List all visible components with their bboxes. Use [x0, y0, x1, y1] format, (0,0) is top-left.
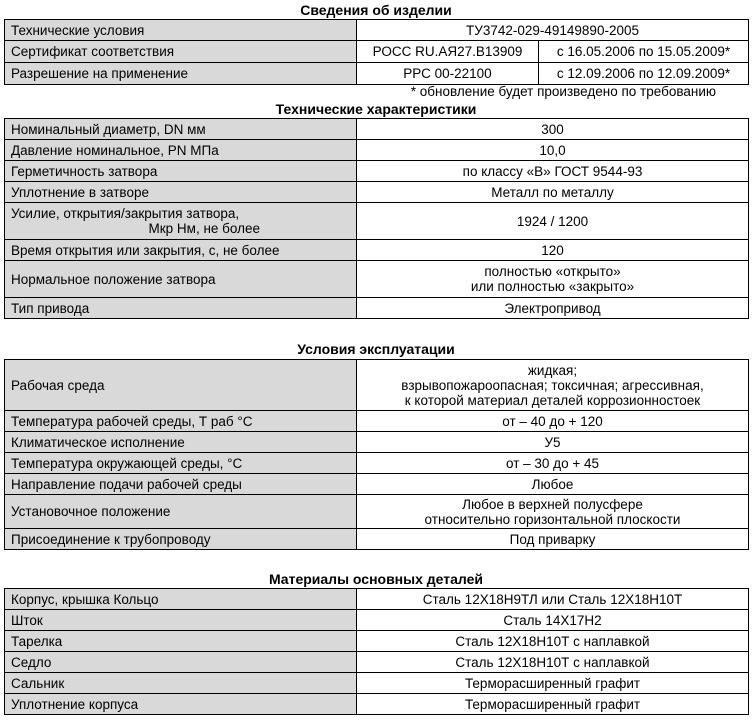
- row-value: [357, 360, 749, 411]
- row-label-line: Усилие, открытия/закрытия затвора,: [11, 206, 240, 221]
- table-row: [5, 474, 749, 495]
- table-row: [5, 203, 749, 240]
- table-row: [5, 182, 749, 203]
- row-value: 120: [357, 240, 749, 261]
- operating-table: [4, 359, 749, 550]
- table-row: [5, 261, 749, 298]
- footnote: * обновление будет произведено по требованию: [410, 84, 716, 99]
- row-label: Давление номинальное, PN МПа: [5, 140, 357, 161]
- table-row: [5, 673, 749, 694]
- row-value-line: полностью «открыто»: [484, 264, 621, 279]
- row-label: Герметичность затвора: [5, 161, 357, 182]
- table-row: [5, 453, 749, 474]
- row-value: Сталь 12Х18Н10Т с наплавкой: [357, 631, 749, 652]
- table-row: [5, 161, 749, 182]
- table-row: [5, 610, 749, 631]
- row-label: Седло: [5, 652, 357, 673]
- materials-table: [4, 588, 749, 715]
- row-label: [5, 203, 357, 240]
- specs-title: Технические характеристики: [275, 101, 477, 117]
- row-value: Сталь 14Х17Н2: [357, 610, 749, 631]
- row-label: Корпус, крышка Кольцо: [5, 589, 357, 610]
- row-value: Сталь 12Х18Н10Т с наплавкой: [357, 652, 749, 673]
- table-row: [5, 298, 749, 319]
- row-validity: с 12.09.2006 по 12.09.2009*: [539, 63, 749, 85]
- row-label: Температура рабочей среды, Т раб °С: [5, 411, 357, 432]
- row-value-line: жидкая;: [527, 362, 578, 378]
- row-label-line: Мкр Нм, не более: [148, 221, 260, 236]
- row-label: Номинальный диаметр, DN мм: [5, 119, 357, 140]
- row-label: Сальник: [5, 673, 357, 694]
- table-row: [5, 360, 749, 411]
- table-row: [5, 694, 749, 715]
- row-value-line: или полностью «закрыто»: [470, 279, 635, 294]
- table-row: [5, 432, 749, 453]
- table-row: [5, 63, 749, 85]
- row-value: 10,0: [357, 140, 749, 161]
- row-label: Установочное положение: [5, 495, 357, 529]
- row-label: Технические условия: [5, 20, 357, 41]
- table-row: [5, 495, 749, 529]
- row-value: от – 40 до + 120: [357, 411, 749, 432]
- row-value: Электропривод: [357, 298, 749, 319]
- row-value: ТУ3742-029-49149890-2005: [357, 20, 749, 41]
- row-label: Разрешение на применение: [5, 63, 357, 85]
- row-value-line: к которой материал деталей коррозионностоек: [404, 392, 701, 408]
- table-row: [5, 119, 749, 140]
- row-label: Температура окружающей среды, °С: [5, 453, 357, 474]
- table-row: [5, 652, 749, 673]
- row-value-line: взрывопожароопасная; токсичная; агрессивная,: [401, 377, 704, 393]
- table-row: [5, 41, 749, 63]
- row-label: Сертификат соответствия: [5, 41, 357, 63]
- row-value: Металл по металлу: [357, 182, 749, 203]
- row-label: Шток: [5, 610, 357, 631]
- row-value: Терморасширенный графит: [357, 673, 749, 694]
- specs-table: [4, 118, 749, 319]
- product-info-table: [4, 19, 749, 85]
- row-value: 1924 / 1200: [357, 203, 749, 240]
- row-label: Уплотнение в затворе: [5, 182, 357, 203]
- row-label: Нормальное положение затвора: [5, 261, 357, 298]
- table-row: [5, 529, 749, 550]
- row-value: Под приварку: [357, 529, 749, 550]
- row-label: Тарелка: [5, 631, 357, 652]
- row-value: [357, 495, 749, 529]
- row-value: Терморасширенный графит: [357, 694, 749, 715]
- row-value: У5: [357, 432, 749, 453]
- operating-title: Условия эксплуатации: [297, 341, 455, 357]
- row-value: РОСС RU.АЯ27.В13909: [357, 41, 539, 63]
- table-row: [5, 589, 749, 610]
- row-value: по классу «В» ГОСТ 9544-93: [357, 161, 749, 182]
- table-row: [5, 411, 749, 432]
- table-row: [5, 140, 749, 161]
- row-label: Уплотнение корпуса: [5, 694, 357, 715]
- row-value: Любое: [357, 474, 749, 495]
- row-value: [357, 261, 749, 298]
- row-value: Сталь 12Х18Н9ТЛ или Сталь 12Х18Н10Т: [357, 589, 749, 610]
- row-value: РРС 00-22100: [357, 63, 539, 85]
- row-value: 300: [357, 119, 749, 140]
- row-validity: с 16.05.2006 по 15.05.2009*: [539, 41, 749, 63]
- row-value: от – 30 до + 45: [357, 453, 749, 474]
- table-row: [5, 20, 749, 41]
- row-label: Время открытия или закрытия, с, не более: [5, 240, 357, 261]
- row-label: Присоединение к трубопроводу: [5, 529, 357, 550]
- product-info-title: Сведения об изделии: [300, 2, 452, 18]
- row-label: Тип привода: [5, 298, 357, 319]
- row-value-line: относительно горизонтальной плоскости: [424, 511, 681, 527]
- row-value-line: Любое в верхней полусфере: [462, 496, 643, 512]
- materials-title: Материалы основных деталей: [268, 571, 484, 587]
- row-label: Рабочая среда: [5, 360, 357, 411]
- row-label: Направление подачи рабочей среды: [5, 474, 357, 495]
- table-row: [5, 631, 749, 652]
- table-row: [5, 240, 749, 261]
- row-label: Климатическое исполнение: [5, 432, 357, 453]
